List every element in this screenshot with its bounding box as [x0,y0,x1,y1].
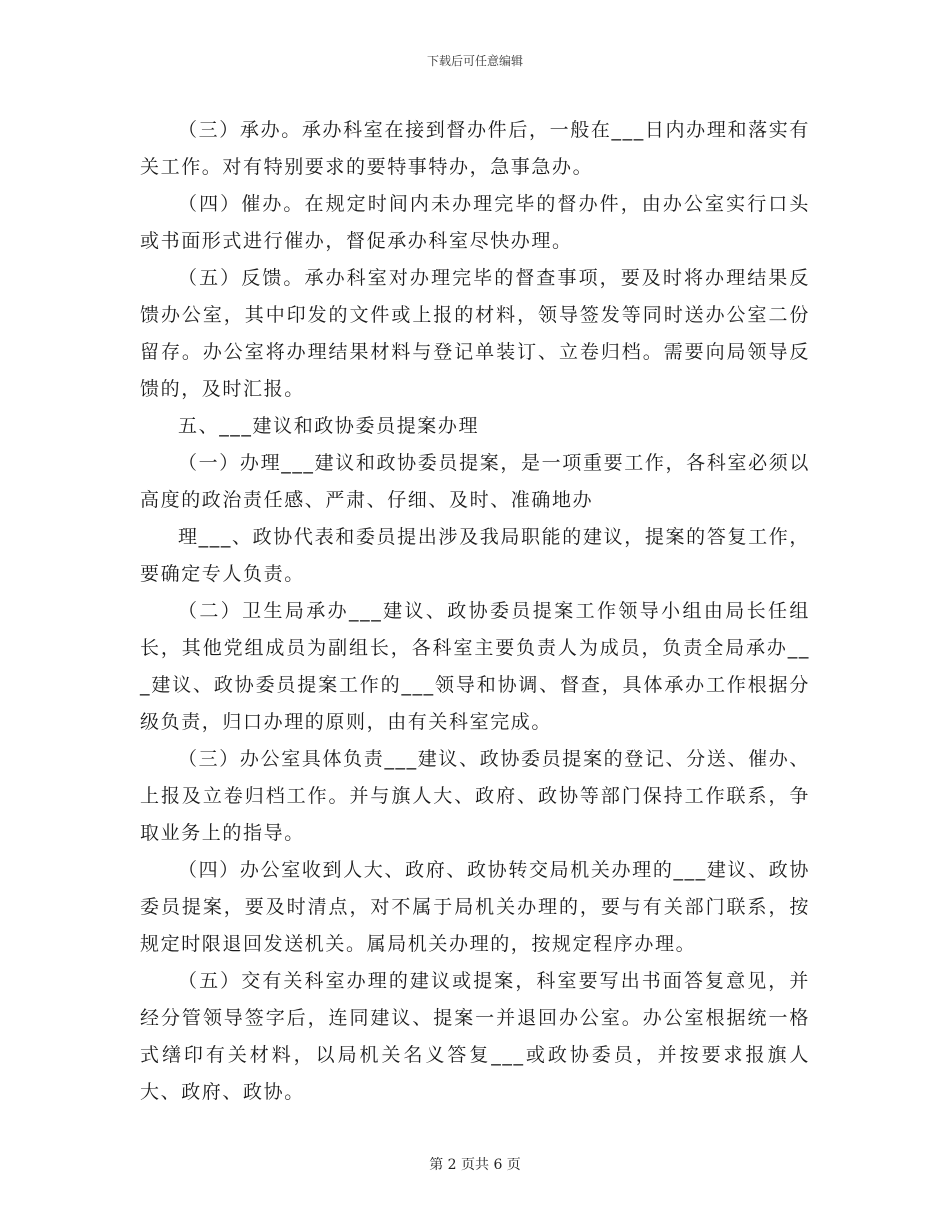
document-body [140,112,810,1111]
paragraph-urge: （四）催办。在规定时间内未办理完毕的督办件，由办公室实行口头或书面形式进行催办，督促承办科室尽快办理。 [140,193,810,252]
page-header-note: 下载后可任意编辑 [426,54,523,68]
paragraph-handle-proposals: （一）办理___建议和政协委员提案，是一项重要工作，各科室必须以高度的政治责任感、严肃、仔细、及时、准确地办 [140,452,810,511]
paragraph-office-responsibility: （三）办公室具体负责___建议、政协委员提案的登记、分送、催办、上报及立卷归档工作。并与旗人大、政府、政协等部门保持工作联系，争取业务上的指导。 [140,748,810,844]
paragraph-feedback: （五）反馈。承办科室对办理完毕的督查事项，要及时将办理结果反馈办公室，其中印发的文件或上报的材料，领导签发等同时送办公室二份留存。办公室将办理结果材料与登记单装订、立卷归档。需要向局领导反馈的，及时汇报。 [140,267,810,400]
paragraph-undertake: （三）承办。承办科室在接到督办件后，一般在___日内办理和落实有关工作。对有特别要求的要特事特办，急事急办。 [140,119,810,178]
page-number: 第 2 页共 6 页 [429,1157,521,1173]
paragraph-handle-proposals-cont: 理___、政协代表和委员提出涉及我局职能的建议，提案的答复工作，要确定专人负责。 [140,526,810,585]
paragraph-reply-proposals: （五）交有关科室办理的建议或提案，科室要写出书面答复意见，并经分管领导签字后，连同建议、提案一并退回办公室。办公室根据统一格式缮印有关材料，以局机关名义答复___或政协委员，并按要求报旗人大、政府、政协。 [140,970,810,1103]
paragraph-leading-group: （二）卫生局承办___建议、政协委员提案工作领导小组由局长任组长，其他党组成员为副组长，各科室主要负责人为成员，负责全局承办___建议、政协委员提案工作的___领导和协调、督查，具体承办工作根据分级负责，归口办理的原则，由有关科室完成。 [140,600,810,733]
section-heading-five: 五、___建议和政协委员提案办理 [178,415,480,437]
paragraph-receive-proposals: （四）办公室收到人大、政府、政协转交局机关办理的___建议、政协委员提案，要及时清点，对不属于局机关办理的，要与有关部门联系，按规定时限退回发送机关。属局机关办理的，按规定程序办理。 [140,859,810,955]
